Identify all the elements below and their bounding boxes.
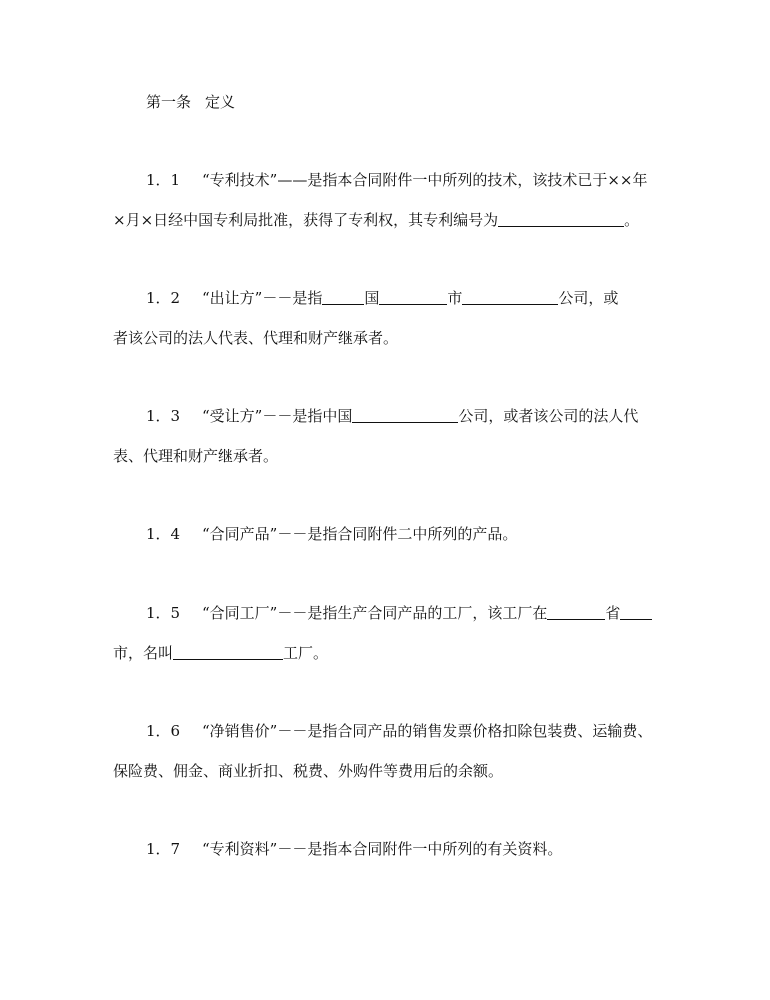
article-title: 第一条	[146, 93, 192, 111]
clause-text: 公司，或者该公司的法人代	[458, 407, 639, 425]
company-blank[interactable]	[462, 288, 558, 305]
clause-number: 1．1	[146, 171, 181, 189]
patent-number-blank[interactable]	[498, 210, 624, 227]
clause-text: 工厂。	[283, 644, 329, 662]
clause-text: “合同产品”－－是指合同附件二中所列的产品。	[202, 525, 518, 543]
article-heading	[146, 91, 235, 113]
clause-text: “受让方”－－是指中国	[202, 407, 353, 425]
province-blank[interactable]	[547, 603, 605, 620]
clause-text: “合同工厂”－－是指生产合同产品的工厂，该工厂在	[202, 604, 548, 622]
country-blank[interactable]	[322, 288, 364, 305]
city-blank[interactable]	[379, 288, 447, 305]
clause-1-6-line-2	[113, 760, 503, 782]
clause-text: ×月×日经中国专利局批准，获得了专利权，其专利编号为	[113, 211, 499, 229]
clause-text: 者该公司的法人代表、代理和财产继承者。	[113, 329, 399, 347]
clause-text: 省	[605, 604, 621, 622]
clause-1-2-line-2	[113, 327, 398, 349]
clause-text: “出让方”－－是指	[202, 289, 323, 307]
factory-name-blank[interactable]	[173, 643, 283, 660]
clause-1-6-line-1	[146, 720, 652, 742]
clause-text: 国	[364, 289, 380, 307]
clause-1-3-line-2	[113, 445, 278, 467]
clause-number: 1．6	[146, 722, 181, 740]
clause-text: 表、代理和财产继承者。	[113, 447, 279, 465]
clause-1-7-line-1	[146, 838, 562, 860]
clause-text: 保险费、佣金、商业折扣、税费、外购件等费用后的余额。	[113, 762, 504, 780]
clause-1-5-line-1	[146, 602, 652, 624]
article-subtitle: 定义	[205, 93, 236, 111]
clause-1-4-line-1	[146, 523, 517, 545]
clause-1-2-line-1	[146, 287, 618, 309]
clause-text: “专利技术”——是指本合同附件一中所列的技术，该技术已于××年	[202, 171, 648, 189]
clause-text: “净销售价”－－是指合同产品的销售发票价格扣除包装费、运输费、	[202, 722, 653, 740]
clause-number: 1．2	[146, 289, 181, 307]
clause-number: 1．4	[146, 525, 181, 543]
clause-1-3-line-1	[146, 405, 638, 427]
clause-1-1-line-2	[113, 209, 639, 231]
clause-text: 公司，或	[558, 289, 619, 307]
clause-number: 1．7	[146, 840, 181, 858]
clause-text: “专利资料”－－是指本合同附件一中所列的有关资料。	[202, 840, 563, 858]
clause-text: 。	[624, 211, 640, 229]
clause-text: 市，名叫	[113, 644, 174, 662]
clause-number: 1．5	[146, 604, 181, 622]
clause-1-1-line-1	[146, 169, 647, 191]
city-blank[interactable]	[620, 603, 652, 620]
company-blank[interactable]	[352, 406, 458, 423]
clause-1-5-line-2	[113, 642, 328, 664]
clause-number: 1．3	[146, 407, 181, 425]
clause-text: 市	[447, 289, 463, 307]
